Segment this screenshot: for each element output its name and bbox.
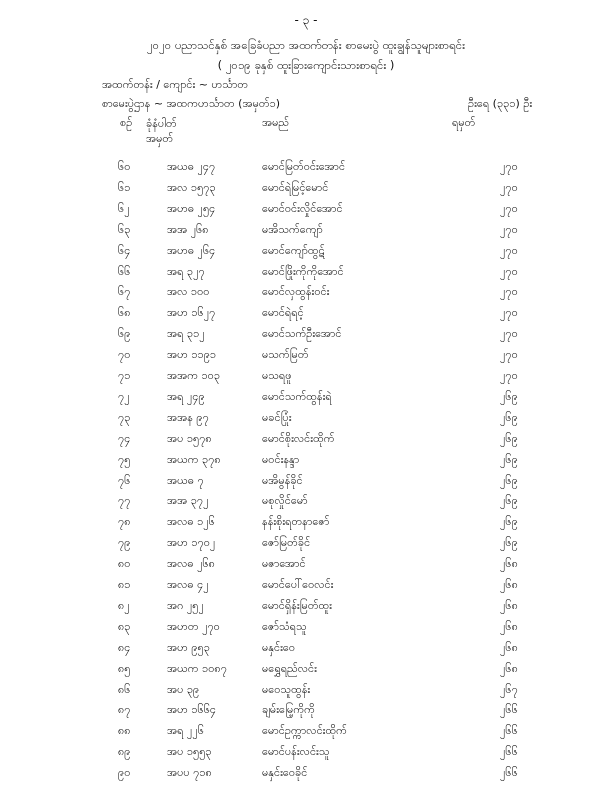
table-row (0, 515, 612, 537)
row-roll-number: အရ ၂၄၉ (167, 389, 205, 403)
row-marks: ၂၇၀ (500, 306, 518, 320)
row-roll-number: အအ ၂၆၈ (167, 222, 209, 236)
row-marks: ၂၆၈ (500, 640, 518, 654)
row-number: ၇၄ (118, 431, 131, 445)
header-no: စဉ် (120, 116, 133, 129)
page-number: - ၃ - (294, 13, 318, 27)
row-number: ၇၈ (118, 515, 131, 529)
header-roll-sub: အမှတ် (146, 132, 174, 145)
row-roll-number: အဟ ၁၇၀၂ (167, 536, 216, 550)
table-row (0, 453, 612, 475)
row-roll-number: အယဓ ၂၄၇ (167, 160, 216, 173)
row-number: ၈၀ (118, 557, 131, 571)
table-row (0, 348, 612, 370)
row-number: ၇၆ (118, 473, 131, 487)
location-line: အထက်တန်း / ကျောင်း ~ ဟင်္သာတ (102, 78, 249, 91)
row-roll-number: အအန ၉၇ (167, 410, 209, 424)
table-row (0, 474, 612, 496)
row-name: မနှင်းဝေခိုင် (262, 766, 308, 780)
row-number: ၇၅ (118, 452, 131, 466)
row-number: ၆၂ (118, 201, 130, 215)
row-roll-number: အလဓ ၂၆၈ (167, 557, 215, 571)
row-marks: ၂၆၉ (500, 389, 518, 403)
row-roll-number: အဟ ၁၆၂၇ (167, 306, 216, 320)
table-row (0, 223, 612, 245)
total-count: ဦးရေ (၃၃၁) ဦး (468, 97, 533, 110)
row-name: မောင်ရဲမြင့်မောင် (262, 180, 329, 194)
row-name: မဝေသူထွန်း (262, 682, 311, 696)
row-number: ၈၄ (118, 640, 131, 654)
row-number: ၈၅ (118, 661, 131, 675)
row-number: ၆၈ (118, 306, 131, 320)
row-marks: ၂၆၇ (500, 682, 518, 696)
row-marks: ၂၇၀ (500, 222, 518, 236)
table-row (0, 327, 612, 349)
row-marks: ၂၇၀ (500, 348, 518, 362)
row-marks: ၂၆၈ (500, 578, 518, 591)
table-row (0, 536, 612, 558)
row-name: မောင်မြတ်ဝင်းအောင် (262, 160, 346, 173)
row-roll-number: အအ ၃၇၂ (167, 494, 209, 508)
table-row (0, 181, 612, 203)
header-roll (146, 116, 177, 146)
row-number: ၆၆ (118, 264, 131, 278)
row-roll-number: အဟဓ ၂၆၄ (167, 243, 216, 257)
row-name: မအိသက်ကျော် (262, 222, 323, 236)
row-roll-number: အဟ ၉၅၃ (167, 640, 210, 654)
table-row (0, 202, 612, 224)
row-name: မစုလှိုင်မော် (262, 494, 308, 508)
row-roll-number: အဟ ၁၆၆၄ (167, 703, 217, 717)
row-name: မခင်ပြုံး (262, 410, 292, 424)
row-marks: ၂၇၀ (500, 201, 518, 215)
row-number: ၈၈ (118, 724, 131, 738)
header-name: အမည် (262, 116, 290, 129)
row-roll-number: အလ ၁၅၇၃ (167, 180, 216, 194)
row-name: မဝင်းနန္ဒာ (262, 452, 300, 466)
row-name: မသရဖူ (262, 369, 292, 382)
row-name: မောင်ပန်းလင်းသူ (262, 745, 330, 759)
row-roll-number: အရ ၂၂၆ (167, 724, 204, 738)
row-marks: ၂၆၈ (500, 619, 518, 633)
row-marks: ၂၆၉ (500, 494, 518, 508)
row-name: မောင်စိုးလင်းထိုက် (262, 431, 335, 445)
row-number: ၆၀ (118, 160, 131, 173)
row-number: ၇၂ (118, 389, 130, 403)
row-number: ၆၁ (118, 180, 131, 194)
row-roll-number: အပ ၁၅၅၃ (167, 745, 212, 759)
row-number: ၇၁ (118, 369, 131, 382)
row-marks: ၂၆၆ (500, 724, 518, 738)
row-roll-number: အလဓ ၁၂၆ (167, 515, 215, 529)
table-row (0, 703, 612, 725)
row-name: မောင်ဝင်းလှိုင်အောင် (262, 201, 343, 215)
row-marks: ၂၆၆ (500, 766, 518, 780)
table-row (0, 766, 612, 788)
row-marks: ၂၆၉ (500, 515, 518, 529)
header-marks: ရမှတ် (452, 116, 476, 129)
row-name: မအိမွန်ခိုင် (262, 473, 303, 487)
table-row (0, 599, 612, 621)
row-number: ၈၁ (118, 578, 131, 591)
table-row (0, 160, 612, 182)
row-name: မောင်ရဲရင့် (262, 306, 304, 320)
table-row (0, 494, 612, 516)
row-number: ၈၂ (118, 598, 130, 612)
row-roll-number: အလဓ ၄၂ (167, 578, 209, 591)
row-number: ၆၇ (118, 285, 131, 299)
row-name: မောင်ကျော်ထွဋ် (262, 243, 325, 257)
row-name: မောင်လှထွန်းဝင်း (262, 285, 330, 299)
row-roll-number: အလ ၁၀၀ (167, 285, 210, 299)
row-name: မောင်ပေါ်ဝေလင်း (262, 578, 334, 591)
row-number: ၈၇ (118, 703, 131, 717)
row-number: ၇၉ (118, 536, 131, 550)
table-row (0, 724, 612, 746)
table-row (0, 285, 612, 307)
row-name: မဇာအောင် (262, 557, 306, 571)
row-roll-number: အအက ၁၀၃ (167, 369, 221, 382)
row-marks: ၂၇၀ (500, 369, 518, 382)
row-number: ၈၃ (118, 619, 131, 633)
table-row (0, 265, 612, 287)
row-number: ၈၉ (118, 745, 131, 759)
row-name: မသက်မြတ် (262, 348, 309, 362)
header-roll-label: ခုံနံပါတ် (146, 117, 177, 130)
row-marks: ၂၇၀ (500, 327, 518, 341)
table-row (0, 432, 612, 454)
row-roll-number: အရ ၃၁၂ (167, 327, 205, 341)
row-number: ၈၆ (118, 682, 131, 696)
table-row (0, 557, 612, 579)
row-roll-number: အပ ၁၅၇၈ (167, 431, 212, 445)
row-number: ၆၄ (118, 243, 131, 257)
row-roll-number: အဟဓ ၂၅၄ (167, 201, 216, 215)
table-row (0, 390, 612, 412)
row-name: ချမ်းမြေ့ကိုကို (262, 703, 315, 717)
row-name: မောင်ရှိန်းမြတ်ထူး (262, 598, 332, 612)
row-marks: ၂၇၀ (500, 243, 518, 257)
row-marks: ၂၇၀ (500, 180, 518, 194)
row-number: ၇၀ (118, 348, 131, 362)
row-marks: ၂၇၀ (500, 285, 518, 299)
row-name: မောင်သက်ဦးအောင် (262, 327, 342, 341)
table-row (0, 641, 612, 663)
table-row (0, 411, 612, 433)
row-roll-number: အပ ၃၉ (167, 682, 200, 696)
table-row (0, 745, 612, 767)
table-row (0, 578, 612, 600)
row-name: ဇော်မြတ်ခိုင် (262, 536, 311, 550)
row-marks: ၂၆၉ (500, 410, 518, 424)
row-name: ဇော်သံရသူ (262, 619, 307, 633)
row-marks: ၂၇၀ (500, 264, 518, 278)
row-name: မရွှေရည်လင်း (262, 661, 317, 675)
row-roll-number: အယဓ ၇ (167, 473, 204, 487)
row-number: ၆၃ (118, 222, 131, 236)
row-number: ၉၀ (118, 766, 131, 780)
row-marks: ၂၆၈ (500, 598, 518, 612)
row-roll-number: အဟ ၁၁၉၁ (167, 348, 217, 362)
exam-center-line: စာမေးပွဲဌာန ~ အထကဟင်္သာတ (အမှတ်၁) (102, 97, 281, 110)
row-name: မောင်ဖြိုးကိုကိုအောင် (262, 264, 344, 278)
table-row (0, 244, 612, 266)
row-roll-number: အယက ၁၀၈၇ (167, 661, 227, 675)
row-roll-number: အယက ၃၇၈ (167, 452, 221, 466)
row-roll-number: အဟတ ၂၇၀ (167, 619, 220, 633)
row-marks: ၂၇၀ (500, 160, 518, 173)
row-name: မောင်သက်ထွန်းရဲ (262, 389, 332, 403)
row-marks: ၂၆၆ (500, 745, 518, 759)
row-marks: ၂၆၉ (500, 536, 518, 550)
row-marks: ၂၆၉ (500, 431, 518, 445)
row-marks: ၂၆၉ (500, 473, 518, 487)
row-marks: ၂၆၈ (500, 557, 518, 571)
row-name: မနှင်းဝေ (262, 640, 296, 654)
row-number: ၇၃ (118, 410, 131, 424)
table-row (0, 662, 612, 684)
row-marks: ၂၆၆ (500, 703, 518, 717)
row-roll-number: အရ ၃၂၇ (167, 264, 205, 278)
row-name: မောင်ဥက္ကာလင်းထိုက် (262, 724, 347, 738)
row-number: ၇၇ (118, 494, 131, 508)
table-row (0, 683, 612, 705)
row-marks: ၂၆၈ (500, 661, 518, 675)
row-roll-number: အပပ ၇၁၈ (167, 766, 212, 780)
table-row (0, 620, 612, 642)
page-title: ၂၀၂၀ ပညာသင်နှစ် အခြေခံပညာ အထက်တန်း စာမေးပွဲ ထူးချွန်သူများစာရင်း (146, 38, 466, 52)
row-roll-number: အဂ ၂၅၂ (167, 598, 204, 612)
row-marks: ၂၆၉ (500, 452, 518, 466)
page-subtitle: ( ၂၀၁၉ ခုနှစ် ထူးခြားကျောင်းသားစာရင်း ) (217, 58, 395, 72)
table-row (0, 369, 612, 391)
row-number: ၆၉ (118, 327, 131, 341)
row-name: နန်းစိုးရတနာဇော် (262, 515, 330, 529)
table-row (0, 306, 612, 328)
